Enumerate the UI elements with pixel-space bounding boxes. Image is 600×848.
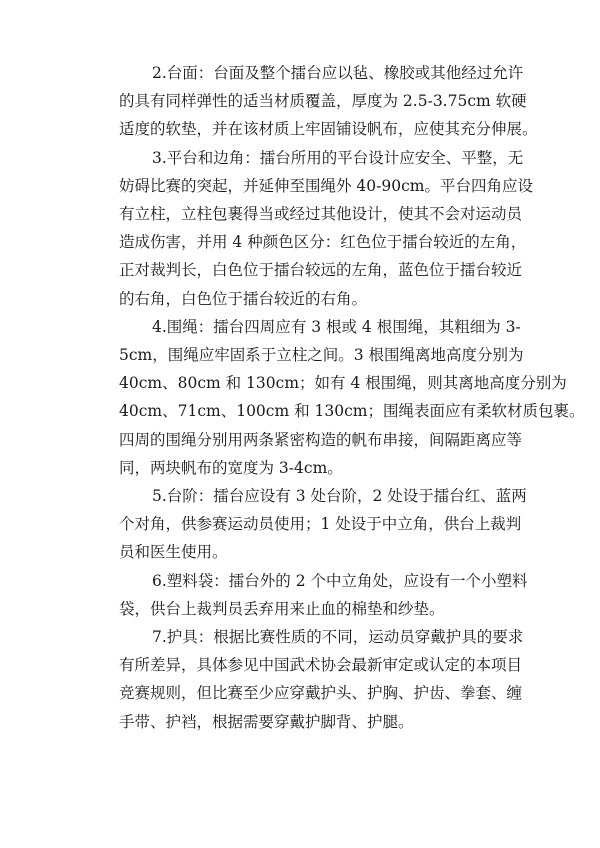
text-line: 手带、护裆，根据需要穿戴护脚背、护腿。 — [119, 712, 414, 731]
text-line: 四周的围绳分别用两条紧密构造的帆布串接，间隔距离应等 — [119, 430, 523, 449]
paragraph-ropes — [88, 313, 585, 482]
text-line: 5cm，围绳应牢固系于立柱之间。3 根围绳离地高度分别为 — [119, 346, 524, 365]
text-line: 的右角，白色位于擂台较近的右角。 — [119, 289, 368, 308]
text-line: 5.台阶：擂台应设有 3 处台阶，2 处设于擂台红、蓝两 — [152, 487, 527, 506]
paragraph-steps — [88, 482, 527, 567]
text-line: 有立柱，立柱包裹得当或经过其他设计，使其不会对运动员 — [119, 205, 523, 224]
paragraph-platform-corners — [88, 144, 533, 313]
text-line: 个对角，供参赛运动员使用；1 处设于中立角，供台上裁判 — [119, 515, 522, 534]
paragraph-platform-surface — [88, 59, 538, 144]
text-line: 7.护具：根据比赛性质的不同，运动员穿戴护具的要求 — [152, 628, 524, 647]
text-line: 造成伤害，并用 4 种颜色区分：红色位于擂台较近的左角， — [119, 233, 527, 252]
text-line: 40cm、71cm、100cm 和 130cm；围绳表面应有柔软材质包裹。 — [119, 402, 585, 421]
text-line: 有所差异，具体参见中国武术协会最新审定或认定的本项目 — [119, 656, 523, 675]
document-body — [88, 59, 585, 736]
text-line: 4.围绳：擂台四周应有 3 根或 4 根围绳，其粗细为 3- — [152, 317, 521, 336]
text-line: 妨碍比赛的突起，并延伸至围绳外 40-90cm。平台四角应设 — [119, 176, 533, 195]
text-line: 正对裁判长，白色位于擂台较远的左角，蓝色位于擂台较近 — [119, 261, 523, 280]
text-line: 40cm、80cm 和 130cm；如有 4 根围绳，则其离地高度分别为 — [119, 374, 567, 393]
text-line: 适度的软垫，并在该材质上牢固铺设帆布，应使其充分伸展。 — [119, 120, 538, 139]
text-line: 袋，供台上裁判员丢弃用来止血的棉垫和纱垫。 — [119, 599, 445, 618]
text-line: 员和医生使用。 — [119, 543, 228, 562]
text-line: 同，两块帆布的宽度为 3-4cm。 — [119, 458, 343, 477]
text-line: 竞赛规则，但比赛至少应穿戴护头、护胸、护齿、拳套、缠 — [119, 684, 523, 703]
text-line: 的具有同样弹性的适当材质覆盖，厚度为 2.5-3.75cm 软硬 — [119, 92, 527, 111]
text-line: 3.平台和边角：擂台所用的平台设计应安全、平整，无 — [152, 148, 524, 167]
text-line: 6.塑料袋：擂台外的 2 个中立角处，应设有一个小塑料 — [152, 571, 528, 590]
paragraph-protective-gear — [88, 623, 524, 736]
paragraph-plastic-bags — [88, 567, 528, 623]
text-line: 2.台面：台面及整个擂台应以毡、橡胶或其他经过允许 — [152, 64, 524, 82]
